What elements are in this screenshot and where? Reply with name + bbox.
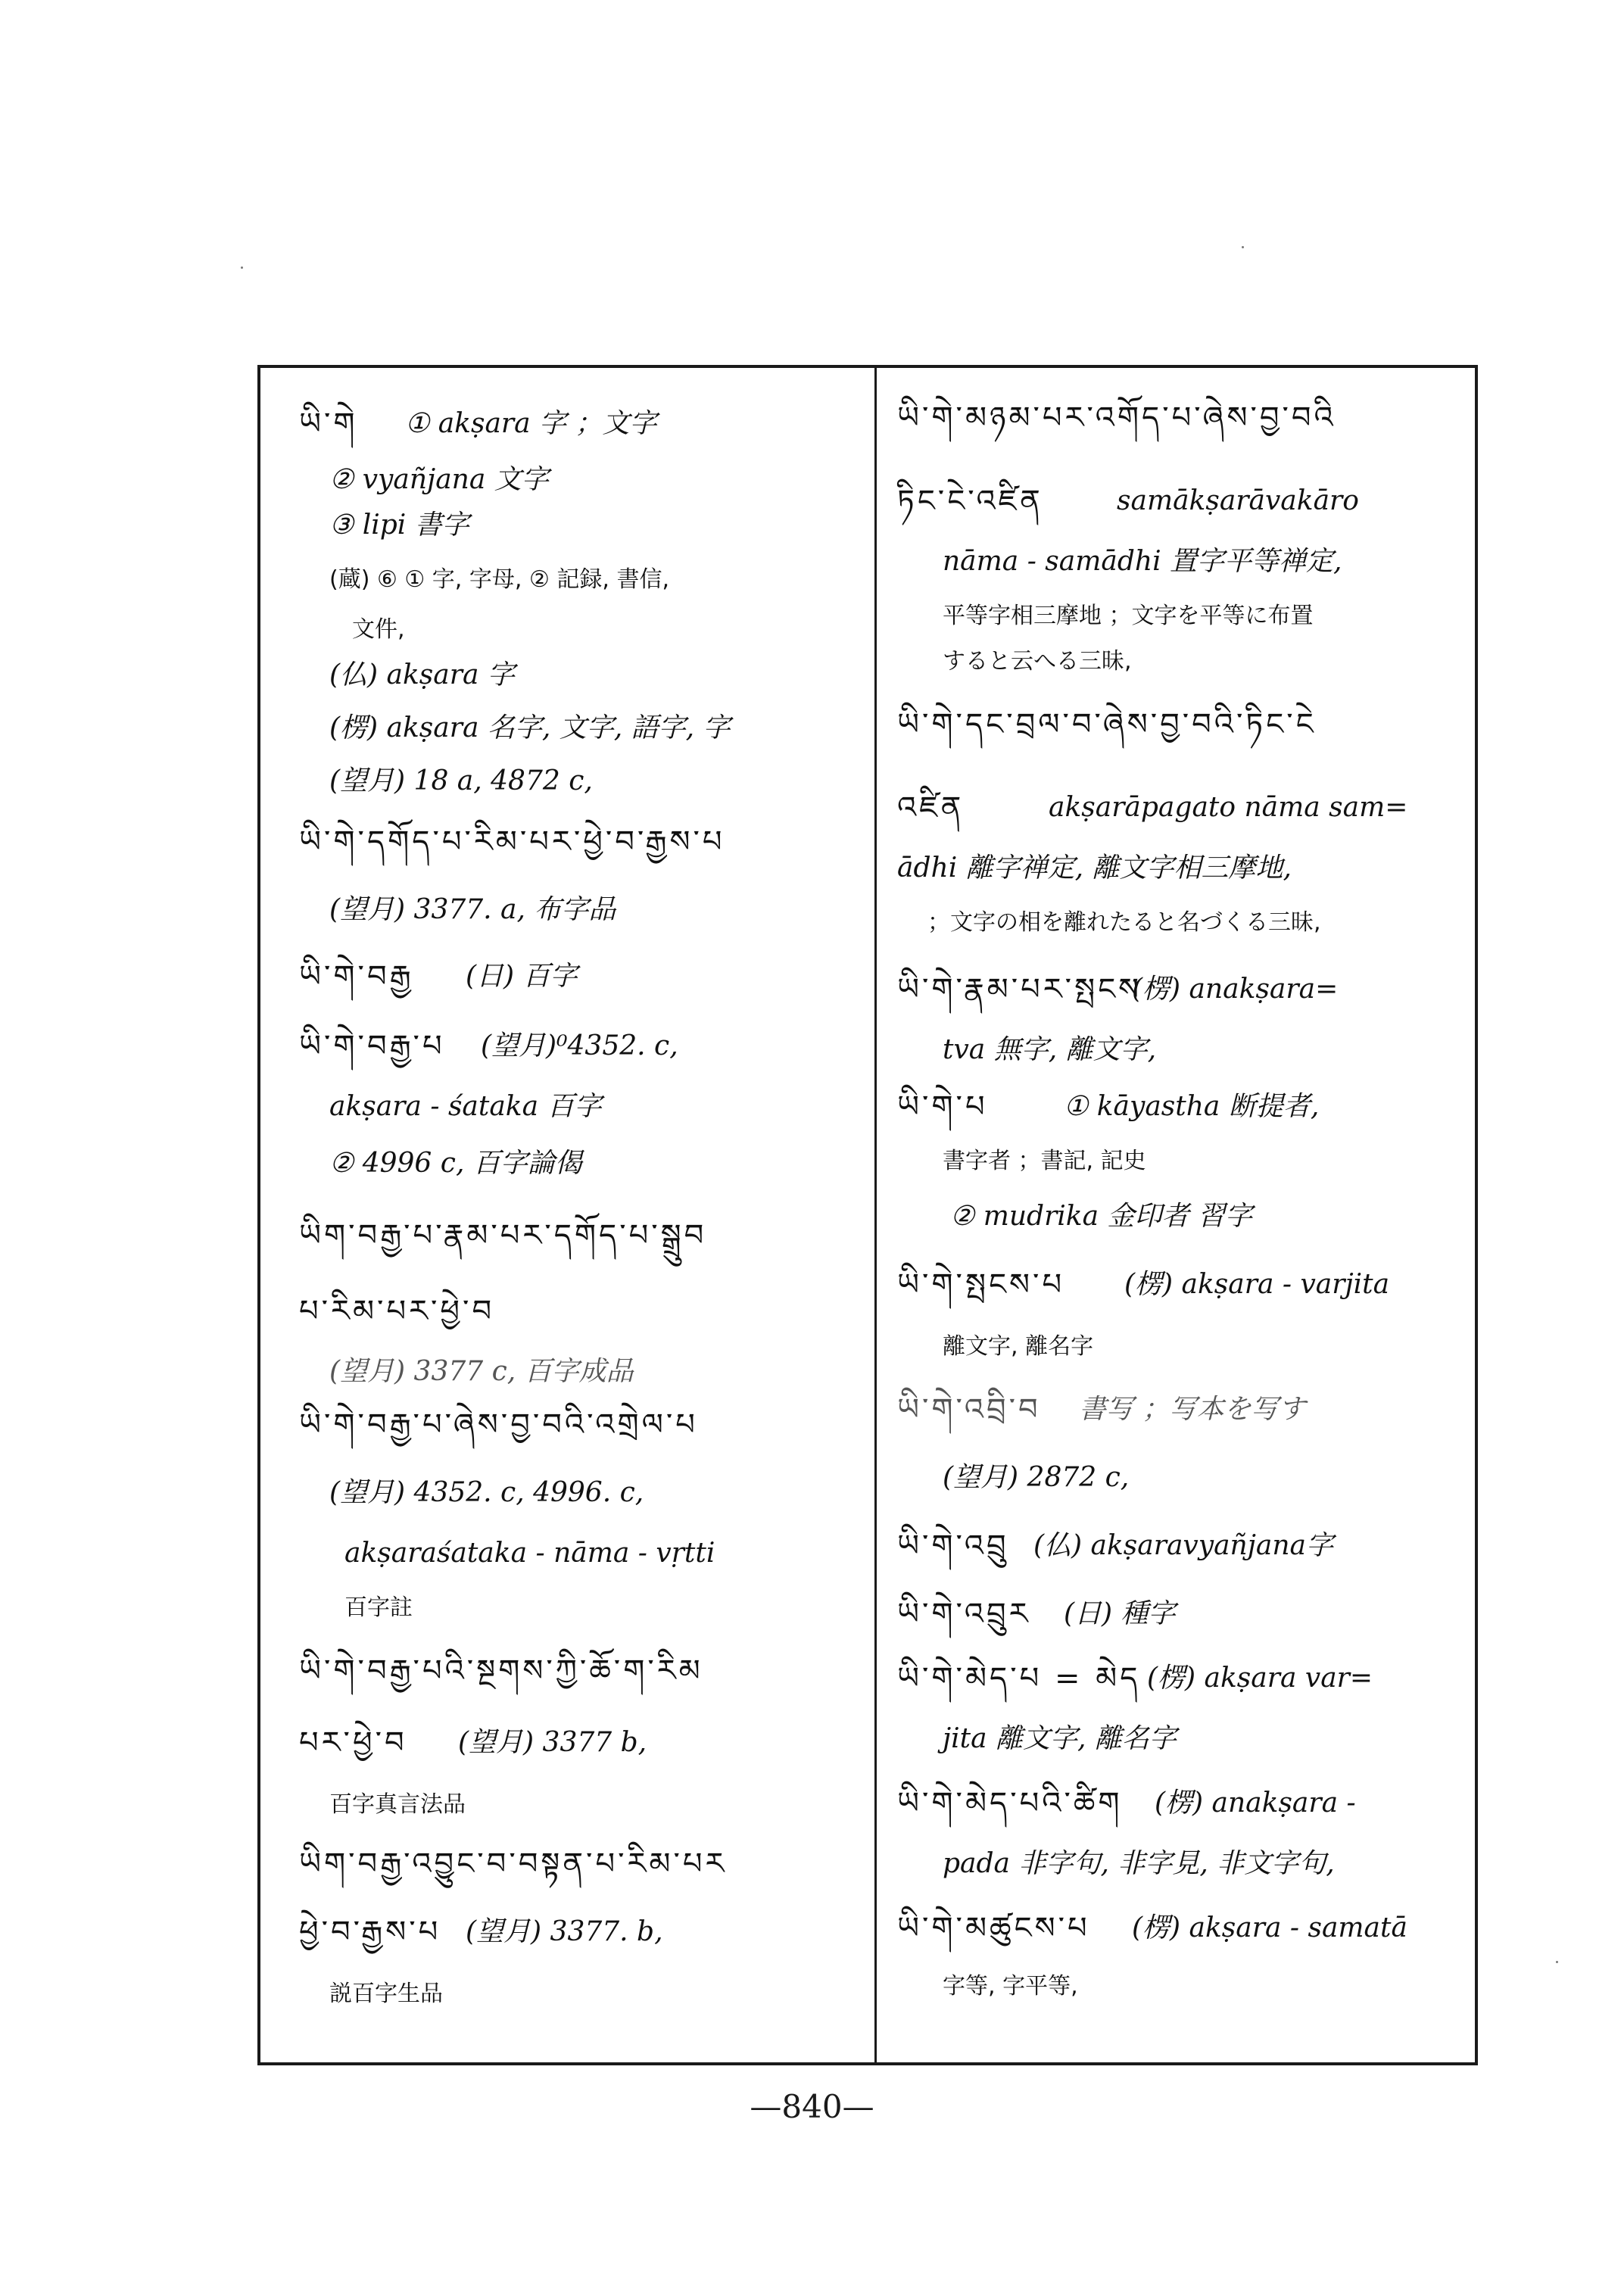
left-entry-line — [299, 960, 829, 995]
tibetan-headword: པར་ཕྱེ་བ — [299, 1725, 407, 1760]
left-entry-line — [344, 1537, 715, 1570]
entry-gloss: (望月) 3377 b, — [458, 1727, 647, 1758]
left-entry-line — [299, 407, 829, 442]
right-entry-line — [897, 1090, 1427, 1125]
left-entry-line — [299, 1726, 829, 1761]
sanskrit-gloss: (仏) akṣara 字 — [329, 659, 515, 690]
entry-gloss: (日) 百字 — [466, 961, 578, 992]
tibetan-headword: ཡི་གེ་འབྲི་བ — [897, 1392, 1041, 1427]
japanese-gloss: (蔵) ⑥ ① 字, 字母, ② 記録, 書信, — [329, 566, 669, 593]
tibetan-headword: ཡིག་བརྒྱ་འབྱུང་བ་བསྟན་པ་རིམ་པར — [299, 1847, 728, 1881]
right-entry-line — [897, 1912, 1427, 1946]
japanese-gloss: 説百字生品 — [329, 1981, 443, 2007]
tibetan-headword: ཡི་གེ — [299, 407, 358, 441]
entry-gloss: (仏) akṣaravyañjana字 — [1033, 1530, 1334, 1561]
left-entry-line — [299, 825, 725, 860]
right-entry-line — [943, 1033, 1156, 1067]
sanskrit-gloss: jita 離文字, 離名字 — [943, 1723, 1177, 1754]
right-entry-line — [897, 1393, 1427, 1428]
left-entry-line — [299, 1408, 698, 1443]
left-entry-line — [329, 1147, 582, 1180]
left-entry-line — [329, 509, 469, 542]
entry-gloss: (楞) anakṣara= — [1132, 974, 1339, 1005]
tibetan-headword: ཡི་གེ་མཚུངས་པ — [897, 1911, 1090, 1946]
entry-gloss: akṣarāpagato nāma sam= — [1049, 792, 1408, 823]
entry-gloss: 書写 ；写本を写す — [1079, 1394, 1306, 1425]
tibetan-headword: ཡི་གེ་བརྒྱ་པ་ཞེས་བྱ་བའི་འགྲེལ་པ — [299, 1407, 698, 1442]
left-entry-line — [329, 1476, 644, 1510]
japanese-gloss: 文件, — [352, 616, 405, 643]
sanskrit-gloss: (望月) 18 a, 4872 c, — [329, 765, 593, 796]
left-entry-line — [299, 1847, 727, 1882]
japanese-gloss: 離文字, 離名字 — [943, 1333, 1094, 1360]
japanese-gloss: 書字者 ；書記, 記史 — [943, 1148, 1146, 1174]
sanskrit-gloss: (望月) 3377. a, 布字品 — [329, 894, 616, 925]
left-entry-line — [299, 1654, 703, 1689]
left-entry-line — [299, 1915, 829, 1950]
entry-gloss: (楞) akṣara - varjita — [1124, 1269, 1390, 1300]
entry-gloss: samākṣarāvakāro — [1117, 485, 1359, 516]
right-entry-line — [943, 1722, 1177, 1756]
entry-gloss: ① akṣara 字 ；文字 — [405, 408, 657, 439]
left-entry-line — [329, 893, 616, 927]
japanese-gloss: すると云へる三昧, — [943, 648, 1132, 675]
scan-speck — [1242, 246, 1244, 248]
left-entry-line — [344, 1590, 413, 1625]
entry-gloss: (楞) anakṣara - — [1155, 1788, 1356, 1819]
right-entry-line — [897, 485, 1427, 519]
left-entry-line — [329, 712, 731, 745]
right-entry-line — [897, 1597, 1427, 1632]
tibetan-headword: ཡི་གེ་སྤངས་པ — [897, 1267, 1065, 1302]
japanese-gloss: 百字真言法品 — [329, 1791, 466, 1818]
sanskrit-gloss: nāma - samādhi 置字平等禅定, — [943, 546, 1342, 577]
right-entry-line — [897, 401, 1336, 436]
scan-speck — [241, 266, 243, 269]
right-entry-line — [950, 1200, 1252, 1233]
left-entry-line — [329, 1090, 602, 1124]
right-entry-line — [897, 791, 1427, 826]
page-number: —840— — [750, 2088, 874, 2125]
left-entry-line — [329, 765, 593, 798]
tibetan-headword: ཡི་གེ་པ — [897, 1089, 988, 1124]
left-entry-line — [352, 612, 405, 647]
right-entry-line — [943, 1329, 1093, 1364]
scan-speck — [1556, 1961, 1558, 1963]
left-entry-line — [329, 1355, 634, 1389]
sanskrit-gloss: (望月) 3377 c, 百字成品 — [329, 1356, 634, 1387]
sanskrit-gloss: (望月) 2872 c, — [943, 1462, 1130, 1493]
sanskrit-gloss: ② 4996 c, 百字論偈 — [329, 1148, 582, 1179]
left-entry-line — [329, 463, 549, 497]
left-entry-line — [329, 562, 669, 597]
sanskrit-gloss: akṣaraśataka - nāma - vṛtti — [344, 1538, 715, 1569]
tibetan-headword: ཡི་གེ་འབྲུ — [897, 1529, 1009, 1563]
right-entry-line — [943, 644, 1132, 678]
entry-gloss: (望月) 3377. b, — [466, 1916, 663, 1947]
left-entry-line — [329, 1976, 443, 2011]
tibetan-headword: ཕྱེ་བ་རྒྱས་པ — [299, 1915, 441, 1950]
right-entry-line — [927, 905, 1321, 940]
tibetan-headword: འཛིན — [897, 790, 965, 825]
right-entry-line — [943, 1847, 1335, 1881]
tibetan-headword: ཡི་གེ་འབྲུར — [897, 1597, 1031, 1632]
left-entry-line — [329, 1787, 466, 1822]
sanskrit-gloss: pada 非字句, 非字見, 非文字句, — [943, 1848, 1335, 1879]
right-entry-line — [943, 545, 1342, 578]
japanese-gloss: 字等, 字平等, — [943, 1973, 1078, 1999]
japanese-gloss: 百字註 — [344, 1594, 413, 1621]
tibetan-headword: ཡི་གེ་མེད་པའི་ཚིག — [897, 1786, 1123, 1821]
left-entry-line — [329, 659, 515, 692]
tibetan-headword: ཡི་གེ་མཉམ་པར་འགོད་པ་ཞེས་བྱ་བའི — [897, 401, 1336, 435]
tibetan-headword: ཡི་གེ་བརྒྱ་པ — [299, 1029, 445, 1064]
tibetan-headword: ཡི་གེ་བརྒྱ་པའི་སྔགས་ཀྱི་ཆོ་ག་རིམ — [299, 1653, 703, 1688]
sanskrit-gloss: tva 無字, 離文字, — [943, 1034, 1157, 1065]
tibetan-headword: པ་རིམ་པར་ཕྱེ་བ — [299, 1294, 495, 1329]
right-entry-line — [943, 598, 1314, 633]
sanskrit-gloss: ② vyañjana 文字 — [329, 464, 549, 495]
right-entry-line — [943, 1968, 1078, 2003]
sanskrit-gloss: ādhi 離字禅定, 離文字相三摩地, — [897, 852, 1292, 884]
column-divider — [874, 365, 877, 2065]
entry-gloss: (楞) akṣara - samatā — [1132, 1912, 1407, 1943]
japanese-gloss: 平等字相三摩地 ；文字を平等に布置 — [943, 603, 1314, 629]
tibetan-headword: ཡི་གེ་བརྒྱ — [299, 959, 414, 994]
tibetan-headword: ཡི་གེ་རྣམ་པར་སྤངས — [897, 972, 1142, 1007]
right-entry-line — [897, 973, 1427, 1008]
right-entry-line — [943, 1143, 1146, 1178]
sanskrit-gloss: (楞) akṣara 名字, 文字, 語字, 字 — [329, 712, 731, 743]
tibetan-headword: ཡི་གེ་དང་བྲལ་བ་ཞེས་བྱ་བའི་ཏིང་ངེ — [897, 707, 1317, 742]
entry-gloss: (日) 種字 — [1064, 1598, 1176, 1629]
tibetan-headword: ཡིག་བརྒྱ་པ་རྣམ་པར་དགོད་པ་སྒྲུབ — [299, 1218, 707, 1253]
sanskrit-gloss: ③ lipi 書字 — [329, 510, 469, 541]
left-entry-line — [299, 1219, 706, 1254]
tibetan-headword: ཡི་གེ་དགོད་པ་རིམ་པར་ཕྱེ་བ་རྒྱས་པ — [299, 824, 725, 859]
entry-gloss: ① kāyastha 断提者, — [1064, 1091, 1320, 1122]
right-entry-line — [897, 1787, 1427, 1822]
japanese-gloss: ；文字の相を離れたると名づくる三昧, — [927, 909, 1321, 936]
right-entry-line — [897, 708, 1317, 743]
sanskrit-gloss: akṣara - śataka 百字 — [329, 1091, 602, 1122]
left-entry-line — [299, 1295, 494, 1329]
entry-gloss: (楞) akṣara var= — [1147, 1663, 1373, 1694]
right-entry-line — [897, 1662, 1427, 1697]
entry-gloss: (望月)⁰4352. c, — [481, 1030, 678, 1061]
tibetan-headword: ཡི་གེ་མེད་པ = མེད — [897, 1661, 1141, 1696]
sanskrit-gloss: ② mudrika 金印者 習字 — [950, 1201, 1252, 1232]
sanskrit-gloss: (望月) 4352. c, 4996. c, — [329, 1477, 644, 1508]
right-entry-line — [897, 1268, 1427, 1303]
tibetan-headword: ཏིང་ངེ་འཛིན — [897, 484, 1043, 519]
right-entry-line — [943, 1461, 1129, 1495]
left-entry-line — [299, 1030, 829, 1064]
right-entry-line — [897, 1529, 1427, 1564]
right-entry-line — [897, 852, 1292, 885]
